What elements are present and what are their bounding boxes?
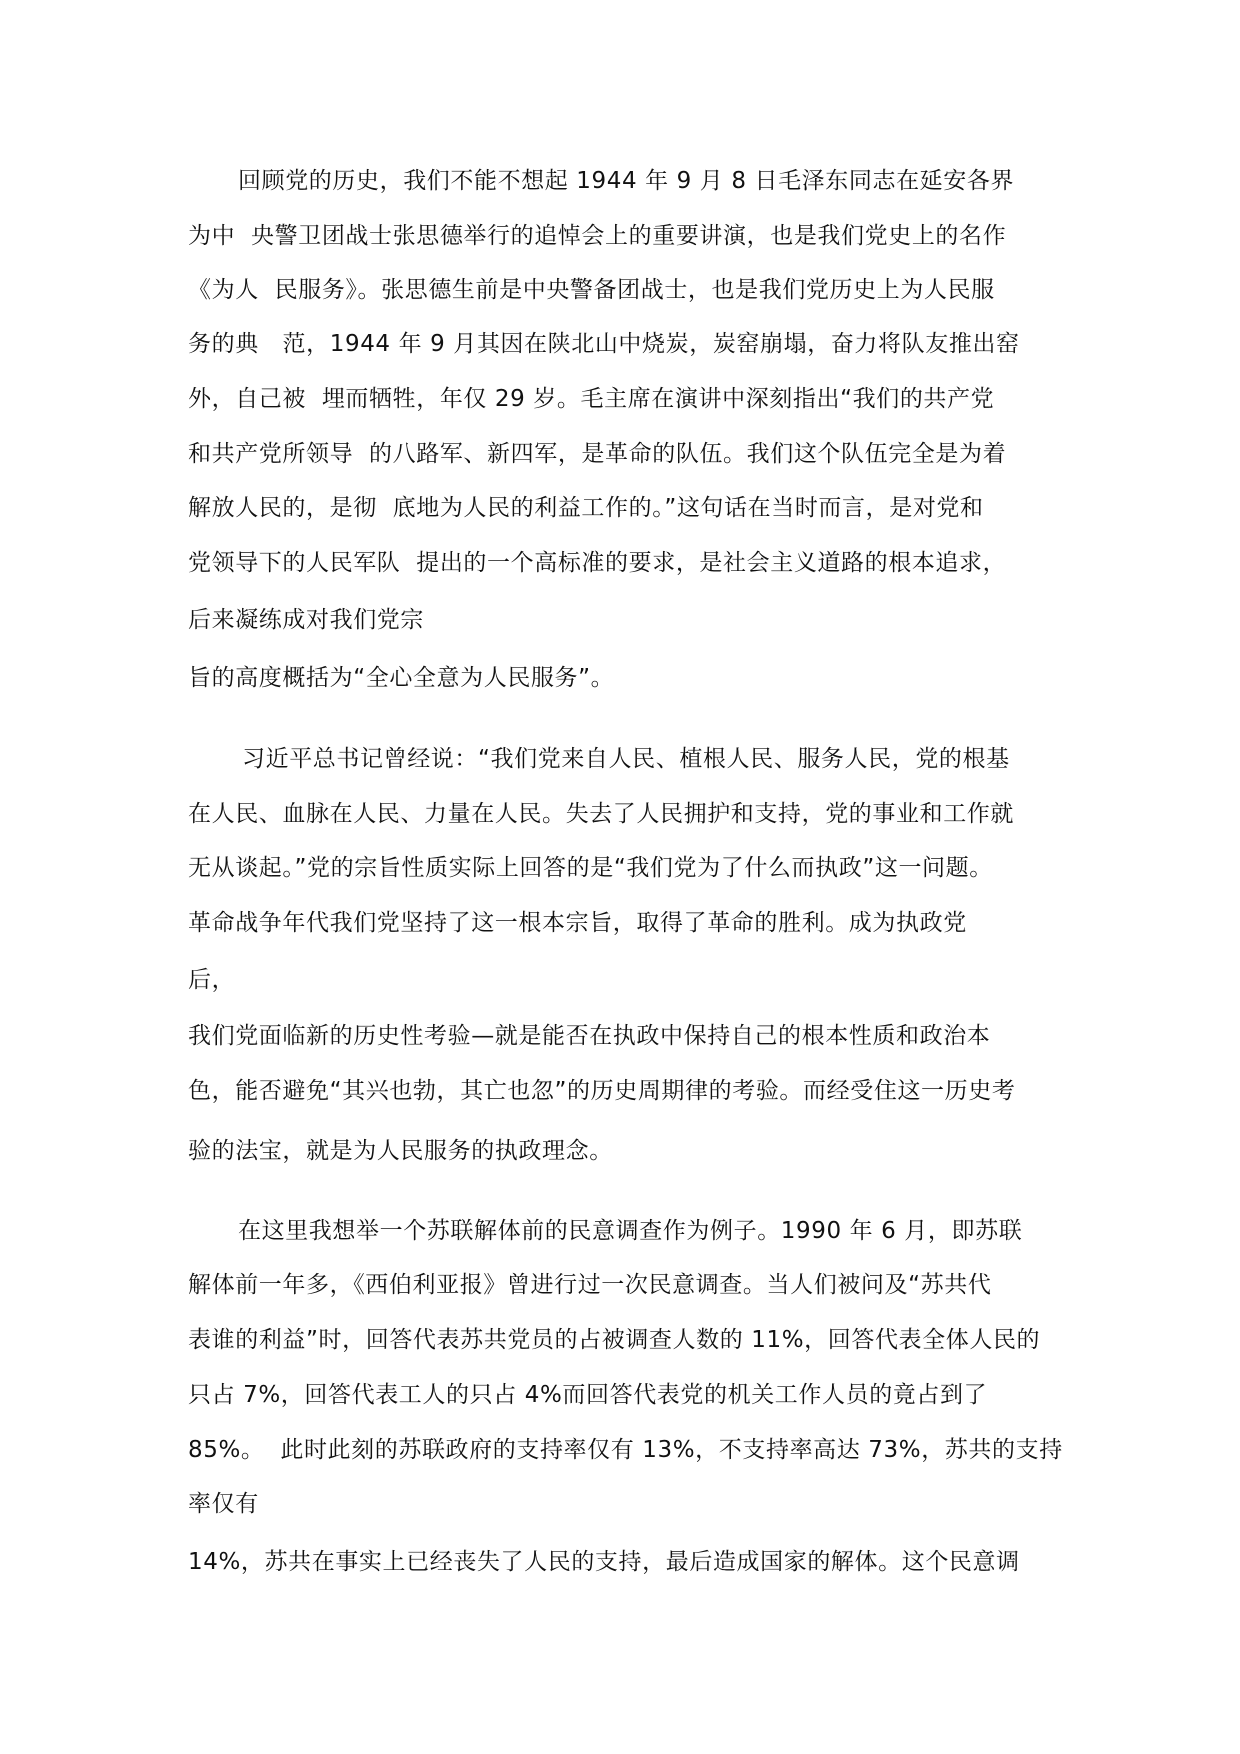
text-line: 无从谈起。”党的宗旨性质实际上回答的是“我们党为了什么而执政”这一问题。 [188,855,993,881]
text-line: 后来凝练成对我们党宗 [188,607,424,633]
text-line: 外，自己被 埋而牺牲，年仅 29 岁。毛主席在演讲中深刻指出“我们的共产党 [188,386,995,412]
text-line: 革命战争年代我们党坚持了这一根本宗旨，取得了革命的胜利。成为执政党 [188,910,967,936]
text-line: 和共产党所领导 的八路军、新四军，是革命的队伍。我们这个队伍完全是为着 [188,441,1007,467]
text-line: 色，能否避免“其兴也勃，其亡也忽”的历史周期律的考验。而经受住这一历史考 [188,1078,1016,1104]
text-line: 回顾党的历史，我们不能不想起 1944 年 9 月 8 日毛泽东同志在延安各界 [238,168,1015,194]
text-line: 在这里我想举一个苏联解体前的民意调查作为例子。1990 年 6 月，即苏联 [238,1218,1023,1244]
text-line: 85%。 此时此刻的苏联政府的支持率仅有 13%，不支持率高达 73%，苏共的支持 [188,1437,1063,1463]
text-line: 后， [188,967,236,993]
text-line: 务的典 范，1944 年 9 月其因在陕北山中烧炭，炭窑崩塌，奋力将队友推出窑 [188,331,1020,357]
text-line: 党领导下的人民军队 提出的一个高标准的要求，是社会主义道路的根本追求， [188,550,1007,576]
text-line: 解放人民的，是彻 底地为人民的利益工作的。”这句话在当时而言，是对党和 [188,495,984,521]
text-line: 表谁的利益”时，回答代表苏共党员的占被调查人数的 11%，回答代表全体人民的 [188,1327,1041,1353]
text-line: 为中 央警卫团战士张思德举行的追悼会上的重要讲演，也是我们党史上的名作 [188,223,1007,249]
text-line: 验的法宝，就是为人民服务的执政理念。 [188,1138,613,1164]
text-line: 14%，苏共在事实上已经丧失了人民的支持，最后造成国家的解体。这个民意调 [188,1549,1020,1575]
text-line: 解体前一年多，《西伯利亚报》曾进行过一次民意调查。当人们被问及“苏共代 [188,1272,992,1298]
text-line: 只占 7%，回答代表工人的只占 4%而回答代表党的机关工作人员的竟占到了 [188,1382,988,1408]
text-line: 《为人 民服务》。张思德生前是中央警备团战士，也是我们党历史上为人民服 [188,277,995,303]
text-line: 在人民、血脉在人民、力量在人民。失去了人民拥护和支持，党的事业和工作就 [188,801,1014,827]
text-line: 旨的高度概括为“全心全意为人民服务”。 [188,665,615,691]
text-line: 习近平总书记曾经说：“我们党来自人民、植根人民、服务人民，党的根基 [242,746,1010,772]
text-line: 我们党面临新的历史性考验—就是能否在执政中保持自己的根本性质和政治本 [188,1023,991,1049]
text-line: 率仅有 [188,1491,259,1517]
